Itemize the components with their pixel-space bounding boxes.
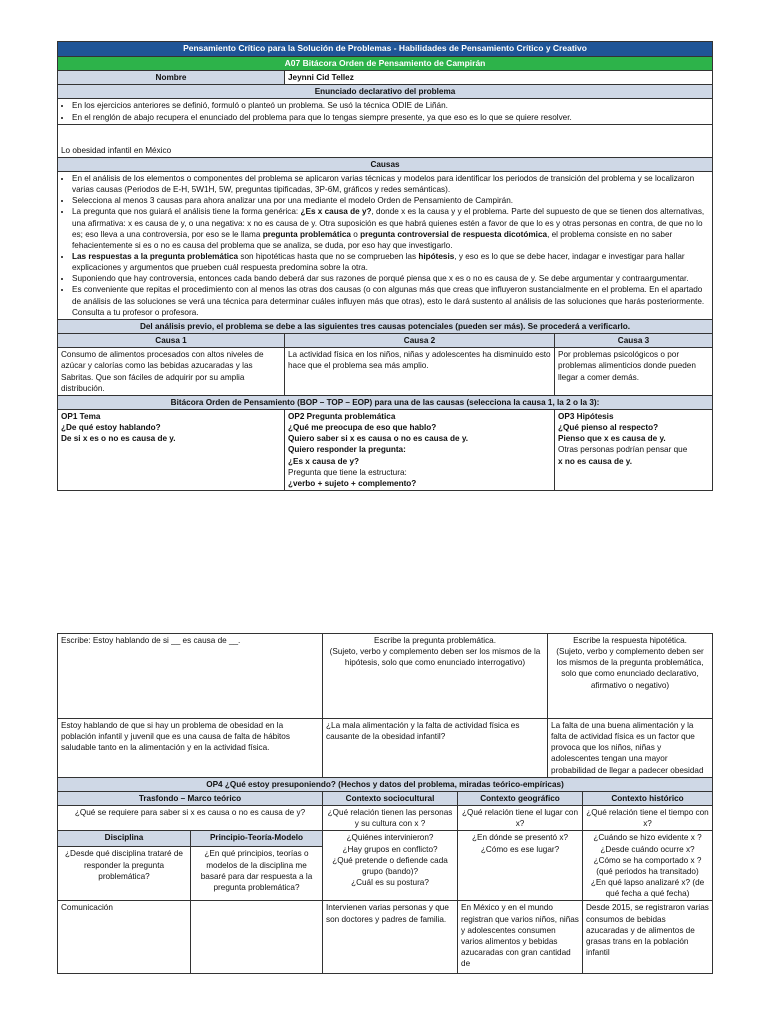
op2-title: OP2 Pregunta problemática bbox=[288, 412, 396, 421]
enunciado-bullet: • En los ejercicios anteriores se definió, formuló o planteó un problema. Se usó la técnica ODIE de Liñán. bbox=[72, 100, 709, 111]
causa-2-title: Causa 2 bbox=[285, 334, 555, 348]
causa-3-title: Causa 3 bbox=[555, 334, 713, 348]
geografico-question: ¿Qué relación tiene el lugar con x? bbox=[458, 806, 583, 831]
op2-line: Quiero saber si x es causa o no es causa de y. bbox=[288, 434, 469, 444]
principio-question: ¿En qué principios, teorías o modelos de la disciplina me basaré para dar respuesta a la pregunta problemática? bbox=[191, 847, 323, 901]
problem-statement[interactable] bbox=[58, 124, 713, 157]
causa-1-title: Causa 1 bbox=[58, 334, 285, 348]
op1-title: OP1 Tema bbox=[61, 412, 101, 421]
causas-bullet: • Suponiendo que hay controversia, entonces cada bando deberá dar sus razones de porqué piensa que x es o no es causa de y. Se debe argumentar y contraargumentar. bbox=[72, 273, 709, 284]
trasfondo-question: ¿Qué se requiere para saber si x es causa o no es causa de y? bbox=[58, 806, 323, 831]
op2-line: ¿Qué me preocupa de eso que hablo? bbox=[288, 423, 437, 433]
op3-line: Pienso que x es causa de y. bbox=[558, 434, 666, 444]
causas-bullet: • La pregunta que nos guiará el análisis tiene la forma genérica: ¿Es x causa de y?, donde x es la causa y y el problema. Parte del supuesto de que se tienen dos alternativas, una afirmativa: x es causa de y, o una negativa: x no es causa de y. Otra suposición es que habrá quienes estén a favor de que lo es y otras personas en contra, de que no lo es; eso lleva a una controversia, por eso se le llama pregunta problemática o pregunta controversial de respuesta dicotómica, el problema consiste en no saber fehacientemente si es o no es causa del problema que se analiza, se duda, por eso hay que investigarlo. bbox=[72, 206, 709, 251]
instruction-respuesta: Escribe la respuesta hipotética. (Sujeto, verbo y complemento deben ser los mismos de la pregunta problemática, solo que como enunciado declarativo, afirmativo o negativo) bbox=[548, 634, 713, 719]
causa-1-text[interactable]: Consumo de alimentos procesados con altos niveles de azúcar y calorías como las bebidas azucaradas y las Sabritas. Que son fáciles de adquirir por su amplia distribución. bbox=[58, 348, 285, 396]
disciplina-answer[interactable]: Comunicación bbox=[58, 901, 191, 974]
bitacora-table-2 bbox=[57, 633, 713, 974]
bop-header: Bitácora Orden de Pensamiento (BOP – TOP – EOP) para una de las causas (selecciona la causa 1, la 2 o la 3): bbox=[58, 395, 713, 409]
sociocultural-answer[interactable]: Intervienen varias personas y que son doctores y padres de familia. bbox=[323, 901, 458, 974]
sociocultural-question: ¿Qué relación tienen las personas y su cultura con x ? bbox=[323, 806, 458, 831]
op2-line: ¿verbo + sujeto + complemento? bbox=[288, 478, 417, 488]
op2-line: Pregunta que tiene la estructura: bbox=[288, 467, 407, 477]
causas-bullet: • Es conveniente que repitas el procedimiento con al menos las otras dos causas (o con algunas más que creas que influyeron sustancialmente en el problema. En el apartado de análisis de las soluciones se verá una técnica para determinar cuáles influyen más que otras), esto le dará sustento al análisis de las soluciones que harás posteriormente. Consulta a tu profesor o profesora. bbox=[72, 284, 709, 317]
op3-title: OP3 Hipótesis bbox=[558, 412, 614, 421]
answer-respuesta[interactable]: La falta de una buena alimentación y la falta de actividad física es un factor que provoca que los niños, niñas y adolescentes tengan una mayor probabilidad de llegar a padecer obesidad bbox=[548, 719, 713, 778]
historico-question: ¿Qué relación tiene el tiempo con x? bbox=[583, 806, 713, 831]
enunciado-bullet: • En el renglón de abajo recupera el enunciado del problema para que lo tengas siempre presente, ya que eso es lo que se quiere resolver. bbox=[72, 112, 709, 123]
causa-3-text[interactable]: Por problemas psicológicos o por problemas alimenticios donde pueden llegar a comer demás. bbox=[555, 348, 713, 396]
op3-line: Otras personas podrían pensar que bbox=[558, 445, 688, 455]
disciplina-header: Disciplina bbox=[58, 831, 191, 847]
op4-header: OP4 ¿Qué estoy presuponiendo? (Hechos y datos del problema, miradas teórico-empíricas) bbox=[58, 777, 713, 791]
op2-line: ¿Es x causa de y? bbox=[288, 456, 359, 466]
answer-tema[interactable]: Estoy hablando de que si hay un problema de obesidad en la población infantil y juvenil que es una causa de falta de hábitos saludable tanto en la alimentación y en la actividad física. bbox=[58, 719, 323, 778]
course-banner: Pensamiento Crítico para la Solución de Problemas - Habilidades de Pensamiento Crítico y Creativo bbox=[58, 42, 713, 57]
instruction-tema: Escribe: Estoy hablando de si __ es causa de __. bbox=[58, 634, 323, 719]
activity-title: A07 Bitácora Orden de Pensamiento de Campirán bbox=[58, 56, 713, 71]
geografico-answer[interactable]: En México y en el mundo registran que varios niños, niñas y adolescentes consumen varios alimentos y bebidas azucaradas con gran cantidad de bbox=[458, 901, 583, 974]
principio-header: Principio-Teoría-Modelo bbox=[191, 831, 323, 847]
causas-instructions bbox=[58, 171, 713, 319]
principio-answer[interactable] bbox=[191, 901, 323, 974]
name-label: Nombre bbox=[58, 71, 285, 85]
disciplina-question: ¿Desde qué disciplina trataré de responder la pregunta problemática? bbox=[58, 847, 191, 901]
op2-line: Quiero responder la pregunta: bbox=[288, 445, 406, 455]
op3-cell bbox=[555, 410, 713, 491]
geografico-header: Contexto geográfico bbox=[458, 791, 583, 805]
analysis-header: Del análisis previo, el problema se debe a las siguientes tres causas potenciales (pueden ser más). Se procederá a verificarlo. bbox=[58, 319, 713, 333]
op2-cell bbox=[285, 410, 555, 491]
causa-2-text[interactable]: La actividad física en los niños, niñas y adolescentes ha disminuido esto hace que el problema sea más amplio. bbox=[285, 348, 555, 396]
trasfondo-header: Trasfondo – Marco teórico bbox=[58, 791, 323, 805]
op3-line: x no es causa de y. bbox=[558, 456, 633, 466]
op1-cell bbox=[58, 410, 285, 491]
op1-line: De si x es o no es causa de y. bbox=[61, 434, 176, 444]
causas-bullet: • Selecciona al menos 3 causas para ahora analizar una por una mediante el modelo Orden de Pensamiento de Campirán. bbox=[72, 195, 709, 206]
bitacora-table-1 bbox=[57, 41, 713, 491]
historico-answer[interactable]: Desde 2015, se registraron varias consumos de bebidas azucaradas y de alimentos de grasas trans en la población infantil bbox=[583, 901, 713, 974]
geografico-subquestions: ¿En dónde se presentó x? ¿Cómo es ese lugar? bbox=[458, 831, 583, 901]
answer-pregunta[interactable]: ¿La mala alimentación y la falta de actividad física es causante de la obesidad infantil? bbox=[323, 719, 548, 778]
causas-bullet: • Las respuestas a la pregunta problemática son hipotéticas hasta que no se comprueben las hipótesis, y eso es lo que se debe hacer, indagar e investigar para hallar explicaciones y argumentos que prueben cuál respuesta predomina sobre la otra. bbox=[72, 251, 709, 273]
enunciado-instructions bbox=[58, 99, 713, 124]
op1-line: ¿De qué estoy hablando? bbox=[61, 423, 161, 433]
sociocultural-subquestions: ¿Quiénes intervinieron? ¿Hay grupos en conflicto? ¿Qué pretende o defiende cada grupo (bando)? ¿Cuál es su postura? bbox=[323, 831, 458, 901]
sociocultural-header: Contexto sociocultural bbox=[323, 791, 458, 805]
name-value[interactable]: Jeynni Cid Tellez bbox=[285, 71, 713, 85]
problem-statement-text: Lo obesidad infantil en México bbox=[61, 145, 172, 155]
enunciado-header: Enunciado declarativo del problema bbox=[58, 85, 713, 99]
causas-header: Causas bbox=[58, 157, 713, 171]
historico-subquestions: ¿Cuándo se hizo evidente x ? ¿Desde cuándo ocurre x? ¿Cómo se ha comportado x ? (qué periodos ha transitado) ¿En qué lapso analizaré x? (de qué fecha a qué fecha) bbox=[583, 831, 713, 901]
op3-line: ¿Qué pienso al respecto? bbox=[558, 423, 659, 433]
causas-bullet: • En el análisis de los elementos o componentes del problema se aplicaron varias técnicas y modelos para identificar los periodos de transición del problema y se localizaron varias causas (Periodos de E-H, 5W1H, 5W, preguntas tipificadas, 3P-6M, gráficos y redes semánticas). bbox=[72, 173, 709, 195]
bitacora-page-2 bbox=[57, 633, 712, 974]
bitacora-page-1 bbox=[57, 41, 712, 491]
instruction-pregunta: Escribe la pregunta problemática. (Sujeto, verbo y complemento deben ser los mismos de la hipótesis, solo que como enunciado interrogativo) bbox=[323, 634, 548, 719]
historico-header: Contexto histórico bbox=[583, 791, 713, 805]
